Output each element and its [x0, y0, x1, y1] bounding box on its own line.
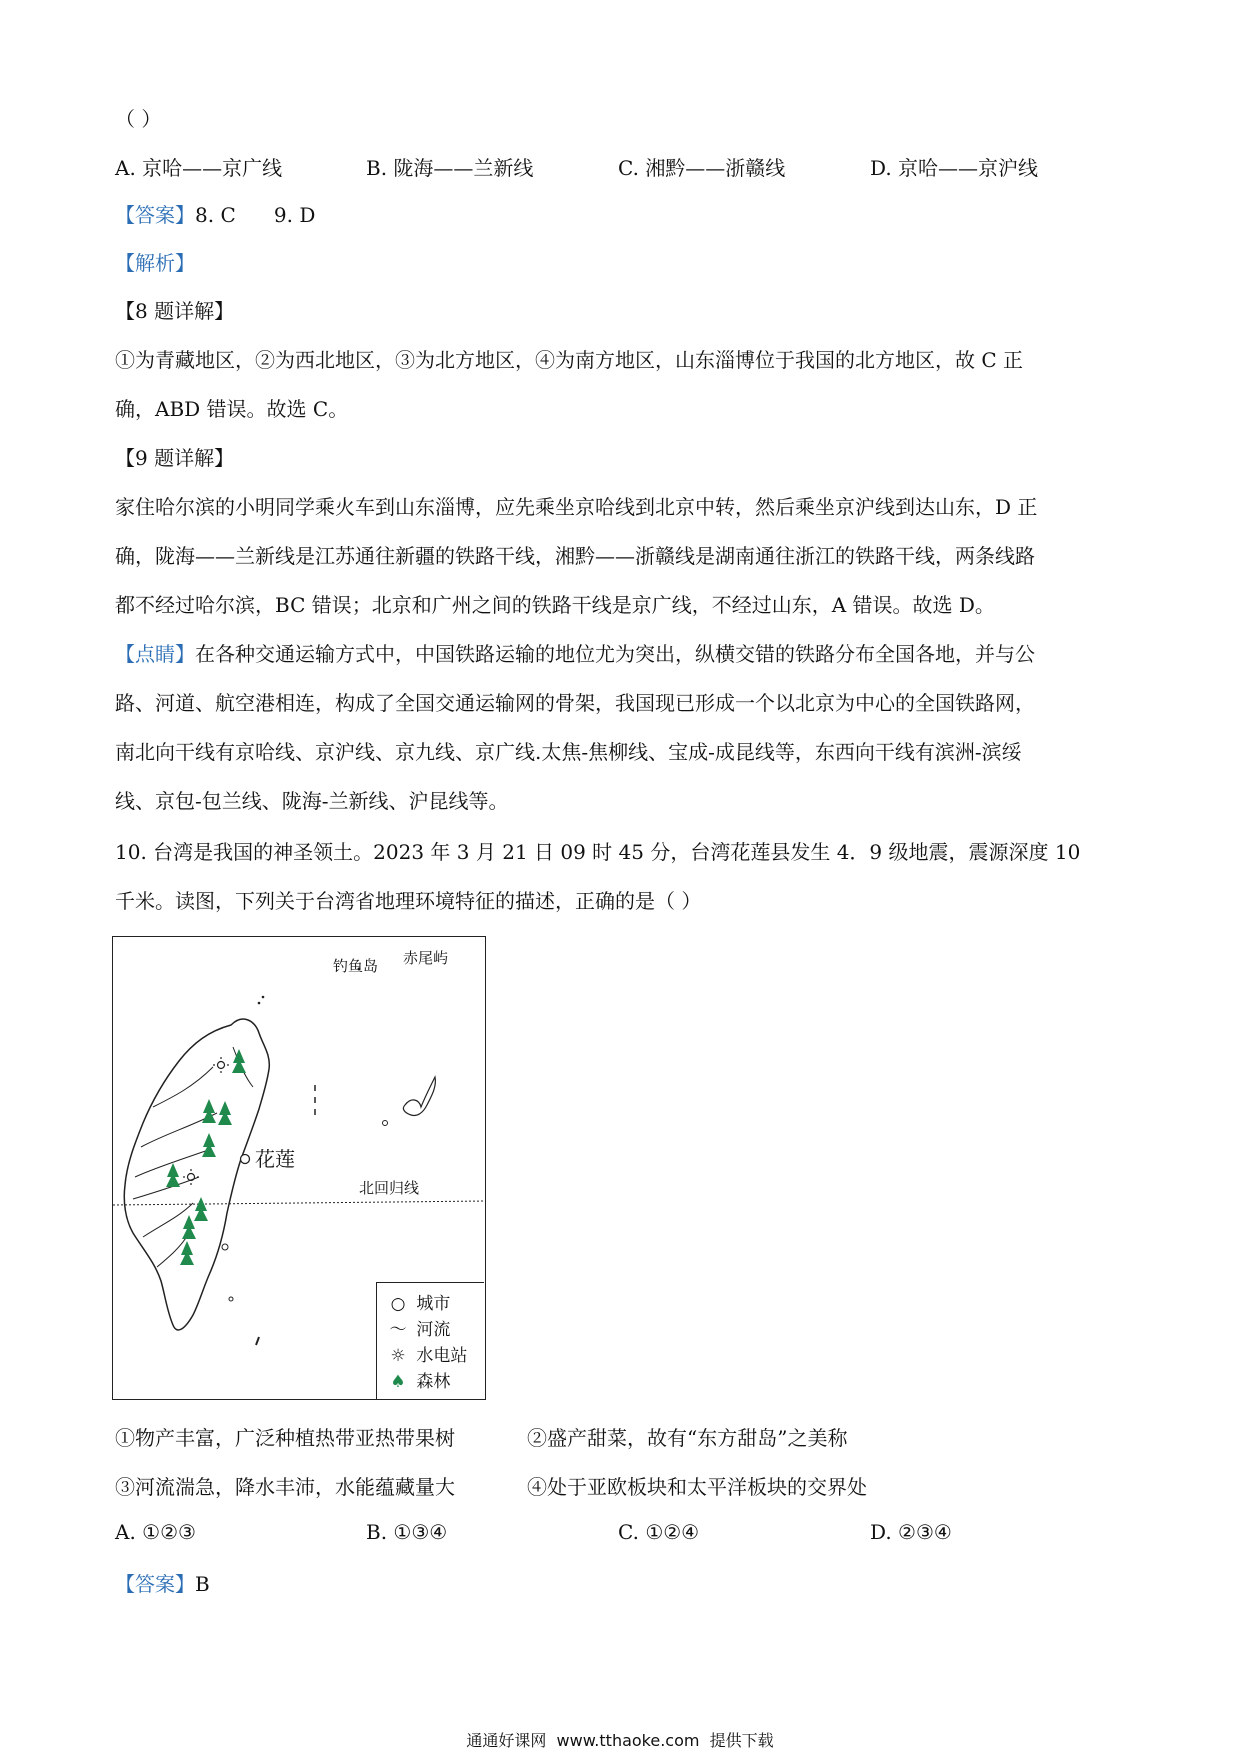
answer-text: B: [195, 1572, 210, 1596]
label-hualian: 花莲: [255, 1147, 295, 1171]
q10-option-a: A. ①②③: [115, 1520, 196, 1544]
forest-icon: ♠: [390, 1372, 406, 1392]
island-penghu-1: [222, 1244, 228, 1250]
q10-option-b: B. ①③④: [366, 1520, 448, 1544]
city-icon: [241, 1155, 250, 1164]
hydropower-icon: [183, 1169, 199, 1185]
label-chiwei: 赤尾屿: [403, 949, 449, 967]
answer-tag: 【答案】: [115, 203, 195, 227]
taiwan-island-outline: [124, 1019, 269, 1330]
q8-detail-line-1: ①为青藏地区，②为西北地区，③为北方地区，④为南方地区，山东淄博位于我国的北方地区，故 C 正: [115, 348, 1024, 372]
q8-detail-title: 【8 题详解】: [115, 299, 235, 323]
forest-icon: [232, 1049, 246, 1073]
statement-3: ③河流湍急，降水丰沛，水能蕴藏量大: [115, 1475, 455, 1499]
legend-row-city: ○ 城市: [385, 1289, 450, 1314]
dianjing-line-4: 线、京包-包兰线、陇海-兰新线、沪昆线等。: [115, 789, 509, 813]
island-dots-1: [262, 996, 265, 999]
dianjing-line-2: 路、河道、航空港相连，构成了全国交通运输网的骨架，我国现已形成一个以北京为中心的全国铁路网，: [115, 691, 1035, 715]
footer-source: 通通好课网 www.tthaoke.com 提供下载: [466, 1731, 774, 1750]
q10-option-c: C. ①②④: [618, 1520, 700, 1544]
q9-option-d: D. 京哈——京沪线: [870, 156, 1039, 180]
tropic-of-cancer-line: [113, 1201, 485, 1205]
forest-icon: [202, 1133, 216, 1157]
statement-4: ④处于亚欧板块和太平洋板块的交界处: [527, 1475, 867, 1499]
label-tropic: 北回归线: [359, 1179, 420, 1197]
island-dots-2: [258, 1002, 261, 1005]
legend-row-river: ～ 河流: [385, 1315, 450, 1340]
forest-icon: [182, 1215, 196, 1239]
river-5: [143, 1203, 193, 1237]
map-legend: [376, 1282, 484, 1399]
q9-bracket: （ ）: [115, 107, 162, 131]
forest-icon: [194, 1197, 208, 1221]
label-diaoyu: 钓鱼岛: [333, 957, 379, 975]
legend-row-hydropower: ☼ 水电站: [385, 1341, 467, 1366]
answer-line-2: [115, 1569, 210, 1599]
legend-row-forest: ♠ 森林: [385, 1367, 450, 1392]
hydropower-icon: ☼: [390, 1346, 406, 1366]
forest-icon: [180, 1241, 194, 1265]
q10-option-d: D. ②③④: [870, 1520, 952, 1544]
q8-detail-line-2: 确，ABD 错误。故选 C。: [115, 397, 349, 421]
answer-text: 8. C 9. D: [195, 203, 316, 227]
island-penghu-2: [229, 1297, 233, 1301]
island-lanyu: [256, 1337, 259, 1345]
q9-option-c: C. 湘黔——浙赣线: [618, 156, 786, 180]
dianjing-line-3: 南北向干线有京哈线、京沪线、京九线、京广线.太焦-焦柳线、宝成-成昆线等，东西向干线有滨洲-滨绥: [115, 740, 1022, 764]
dianjing-tag: 【点睛】: [115, 642, 195, 666]
q10-line-2: 千米。读图，下列关于台湾省地理环境特征的描述，正确的是（ ）: [115, 889, 702, 913]
q9-option-a: A. 京哈——京广线: [115, 156, 283, 180]
city-icon: ○: [390, 1294, 406, 1314]
hydropower-icon: [213, 1057, 229, 1073]
q9-detail-title: 【9 题详解】: [115, 446, 235, 470]
statement-1: ①物产丰富，广泛种植热带亚热带果树: [115, 1426, 455, 1450]
q10-line-1: 10. 台湾是我国的神圣领土。2023 年 3 月 21 日 09 时 45 分，台湾花莲县发生 4．9 级地震，震源深度 10: [115, 840, 1081, 864]
dianjing-line-1: 【点睛】在各种交通运输方式中，中国铁路运输的地位尤为突出，纵横交错的铁路分布全国各地，并与公: [115, 642, 1035, 666]
answer-tag: 【答案】: [115, 1572, 195, 1596]
statement-2: ②盛产甜菜，故有“东方甜岛”之美称: [527, 1426, 848, 1450]
forest-icon: [202, 1099, 216, 1123]
analysis-tag: 【解析】: [115, 251, 195, 275]
forest-icon: [218, 1101, 232, 1125]
island-ryukyu: [403, 1077, 435, 1116]
q9-detail-line-3: 都不经过哈尔滨，BC 错误；北京和广州之间的铁路干线是京广线，不经过山东，A 错误。故选 D。: [115, 593, 995, 617]
q9-option-b: B. 陇海——兰新线: [366, 156, 534, 180]
q9-detail-line-1: 家住哈尔滨的小明同学乘火车到山东淄博，应先乘坐京哈线到北京中转，然后乘坐京沪线到达山东，D 正: [115, 495, 1038, 519]
island-small-1: [383, 1121, 388, 1126]
answer-line-1: [115, 200, 315, 230]
taiwan-map: [112, 936, 486, 1400]
q9-detail-line-2: 确，陇海——兰新线是江苏通往新疆的铁路干线，湘黔——浙赣线是湖南通往浙江的铁路干线，两条线路: [115, 544, 1035, 568]
forest-icon: [166, 1163, 180, 1187]
river-icon: ～: [389, 1320, 407, 1340]
